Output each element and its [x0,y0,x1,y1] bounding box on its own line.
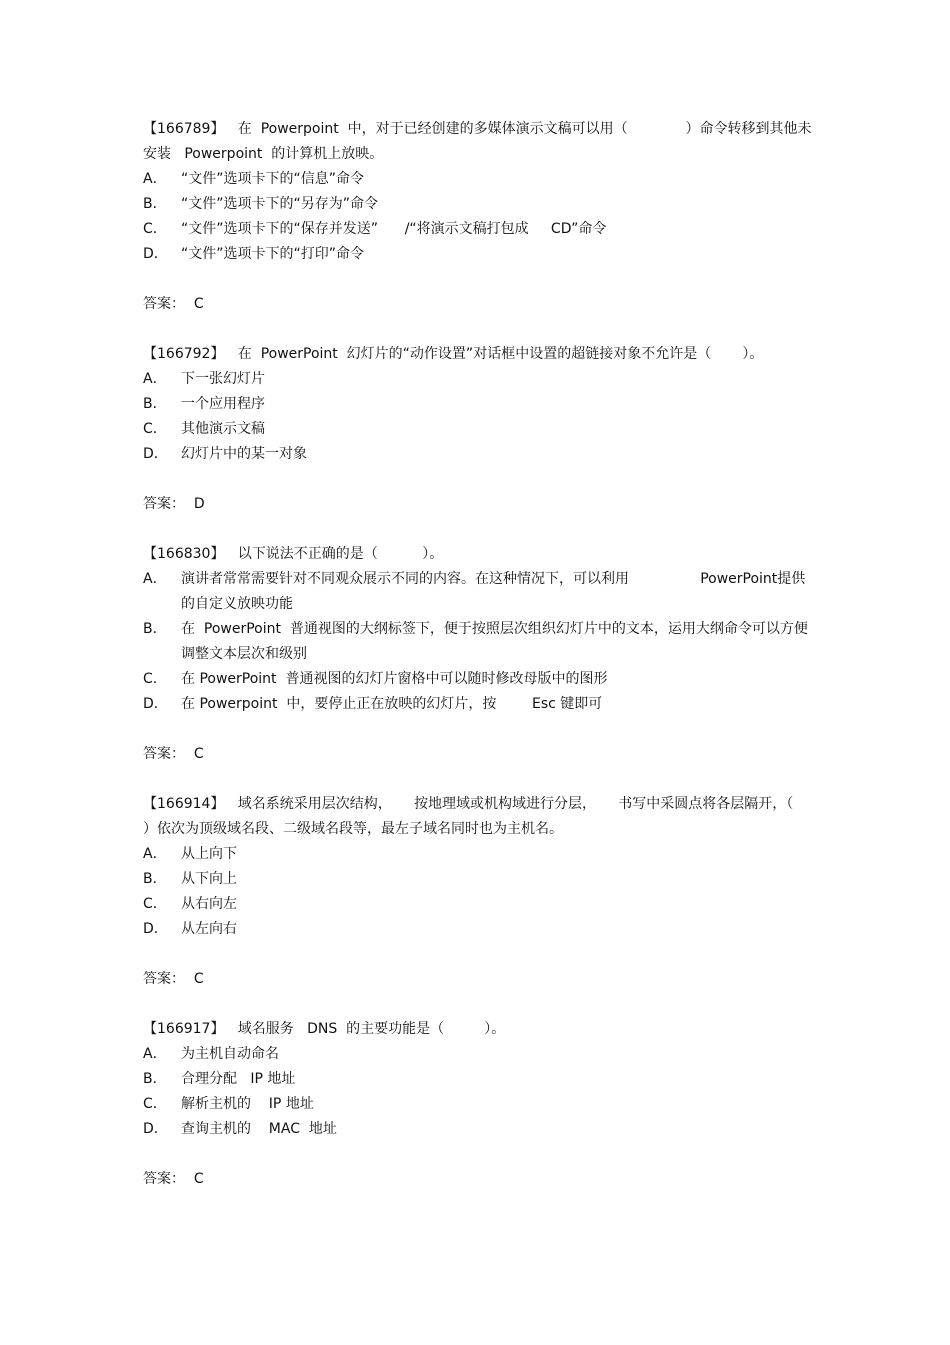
option-text: “文件”选项卡下的“打印”命令 [181,246,365,262]
option-text: 在 Powerpoint 中，要停止正在放映的幻灯片，按 Esc 键即可 [181,696,603,712]
option-d [143,242,813,267]
option-d [143,917,813,942]
question-spacer [143,767,813,792]
option-text: 演讲者常常需要针对不同观众展示不同的内容。在这种情况下，可以利用 PowerPoint提供的自定义放映功能 [181,571,806,612]
option-text: 合理分配 IP 地址 [181,1071,296,1087]
option-letter: D． [143,246,168,262]
option-text: “文件”选项卡下的“信息”命令 [181,171,365,187]
answer-line: 答案： C [143,746,204,762]
option-letter: B． [143,1071,167,1087]
option-c [143,667,813,692]
option-letter: D． [143,446,168,462]
option-a [143,1042,813,1067]
question-spacer [143,317,813,342]
option-c [143,1092,813,1117]
option-b [143,617,813,667]
question-spacer [143,517,813,542]
option-letter: A． [143,846,167,862]
question-stem: 【166917】 域名服务 DNS 的主要功能是（ ）。 [143,1021,506,1037]
option-b [143,1067,813,1092]
option-text: 幻灯片中的某一对象 [181,446,307,462]
option-a [143,842,813,867]
answer-line: 答案： C [143,971,204,987]
option-letter: B． [143,871,167,887]
option-letter: B． [143,396,167,412]
option-b [143,192,813,217]
option-text: 从上向下 [181,846,237,862]
question-stem: 【166789】 在 Powerpoint 中，对于已经创建的多媒体演示文稿可以用（ ）命令转移到其他未安装 Powerpoint 的计算机上放映。 [143,121,812,162]
option-text: 从右向左 [181,896,237,912]
question-spacer [143,992,813,1017]
option-letter: C． [143,896,167,912]
answer-line: 答案： D [143,496,205,512]
question-stem: 【166914】 域名系统采用层次结构， 按地理域或机构域进行分层， 书写中采圆点将各层隔开，（ ）依次为顶级域名段、二级域名段等，最左子域名同时也为主机名。 [143,796,825,837]
option-letter: C． [143,421,167,437]
option-letter: B． [143,196,167,212]
option-a [143,367,813,392]
option-b [143,867,813,892]
option-c [143,892,813,917]
answer-line: 答案： C [143,1171,204,1187]
question-166830 [143,542,813,767]
question-166789 [143,117,813,317]
option-text: 一个应用程序 [181,396,265,412]
option-c [143,217,813,242]
question-stem: 【166792】 在 PowerPoint 幻灯片的“动作设置”对话框中设置的超链接对象不允许是（ ）。 [143,346,764,362]
answer-line: 答案： C [143,296,204,312]
option-letter: A． [143,371,167,387]
option-a [143,167,813,192]
option-letter: C． [143,221,167,237]
option-text: 在 PowerPoint 普通视图的大纲标签下，便于按照层次组织幻灯片中的文本，运用大纲命令可以方便调整文本层次和级别 [181,621,808,662]
option-b [143,392,813,417]
option-text: 在 PowerPoint 普通视图的幻灯片窗格中可以随时修改母版中的图形 [181,671,608,687]
option-text: 为主机自动命名 [181,1046,279,1062]
option-text: 从下向上 [181,871,237,887]
option-d [143,1117,813,1142]
option-text: 下一张幻灯片 [181,371,265,387]
option-d [143,692,813,717]
option-letter: C． [143,1096,167,1112]
option-text: 从左向右 [181,921,237,937]
question-166914 [143,792,825,992]
option-letter: A． [143,171,167,187]
option-letter: D． [143,921,168,937]
option-letter: A． [143,571,167,587]
question-166917 [143,1017,813,1192]
option-c [143,417,813,442]
option-text: 其他演示文稿 [181,421,265,437]
option-text: 解析主机的 IP 地址 [181,1096,314,1112]
option-d [143,442,813,467]
option-text: 查询主机的 MAC 地址 [181,1121,337,1137]
option-text: “文件”选项卡下的“保存并发送” /“将演示文稿打包成 CD”命令 [181,221,607,237]
question-document [143,117,825,1192]
question-166792 [143,342,813,517]
option-letter: D． [143,1121,168,1137]
option-text: “文件”选项卡下的“另存为”命令 [181,196,379,212]
question-stem: 【166830】 以下说法不正确的是（ ）。 [143,546,444,562]
option-a [143,567,813,617]
option-letter: B． [143,621,167,637]
option-letter: A． [143,1046,167,1062]
option-letter: C． [143,671,167,687]
option-letter: D． [143,696,168,712]
